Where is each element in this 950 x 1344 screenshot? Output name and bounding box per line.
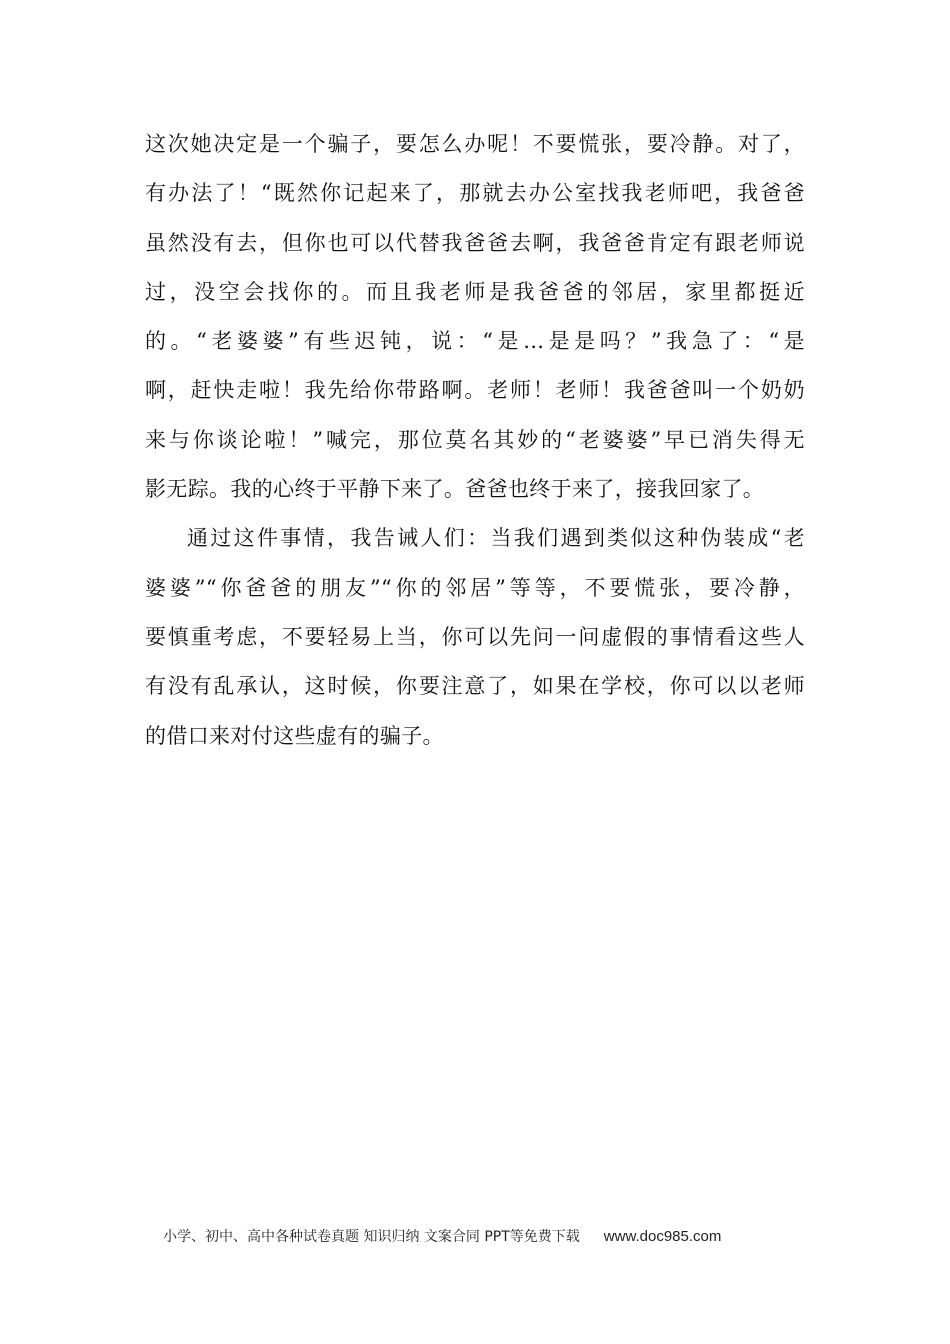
text-line: 影无踪。我的心终于平静下来了。爸爸也终于来了，接我回家了。 <box>145 477 765 502</box>
text-line: 这次她决定是一个骗子，要怎么办呢！不要慌张，要冷静。对了， <box>145 132 805 156</box>
text-line: 的借口来对付这些虚有的骗子。 <box>145 723 444 748</box>
text-line: 来与你谈论啦！”喊完，那位莫名其妙的“老婆婆”早已消失得无 <box>145 427 805 452</box>
text-line: 要慎重考虑，不要轻易上当，你可以先问一问虚假的事情看这些人 <box>145 624 805 649</box>
text-line: 过，没空会找你的。而且我老师是我爸爸的邻居，家里都挺近 <box>145 279 805 304</box>
paragraph-start-line: 通过这件事情，我告诫人们：当我们遇到类似这种伪装成“老 <box>187 526 805 551</box>
footer-text: 小学、初中、高中各种试卷真题 知识归纳 文案合同 PPT等免费下载 <box>163 1229 580 1245</box>
text-line: 啊，赶快走啦！我先给你带路啊。老师！老师！我爸爸叫一个奶奶 <box>145 378 805 403</box>
text-line: 婆婆”“你爸爸的朋友”“你的邻居”等等，不要慌张，要冷静， <box>145 575 805 600</box>
page-footer <box>163 1225 721 1249</box>
body-text <box>145 120 805 761</box>
text-line: 的。“老婆婆”有些迟钝，说：“是…是是吗？”我急了：“是 <box>145 329 805 354</box>
text-line: 有办法了！“既然你记起来了，那就去办公室找我老师吧，我爸爸 <box>145 181 805 206</box>
text-line: 有没有乱承认，这时候，你要注意了，如果在学校，你可以以老师 <box>145 674 805 699</box>
text-line: 虽然没有去，但你也可以代替我爸爸去啊，我爸爸肯定有跟老师说 <box>145 230 805 255</box>
footer-site-link[interactable]: www.doc985.com <box>603 1228 722 1245</box>
